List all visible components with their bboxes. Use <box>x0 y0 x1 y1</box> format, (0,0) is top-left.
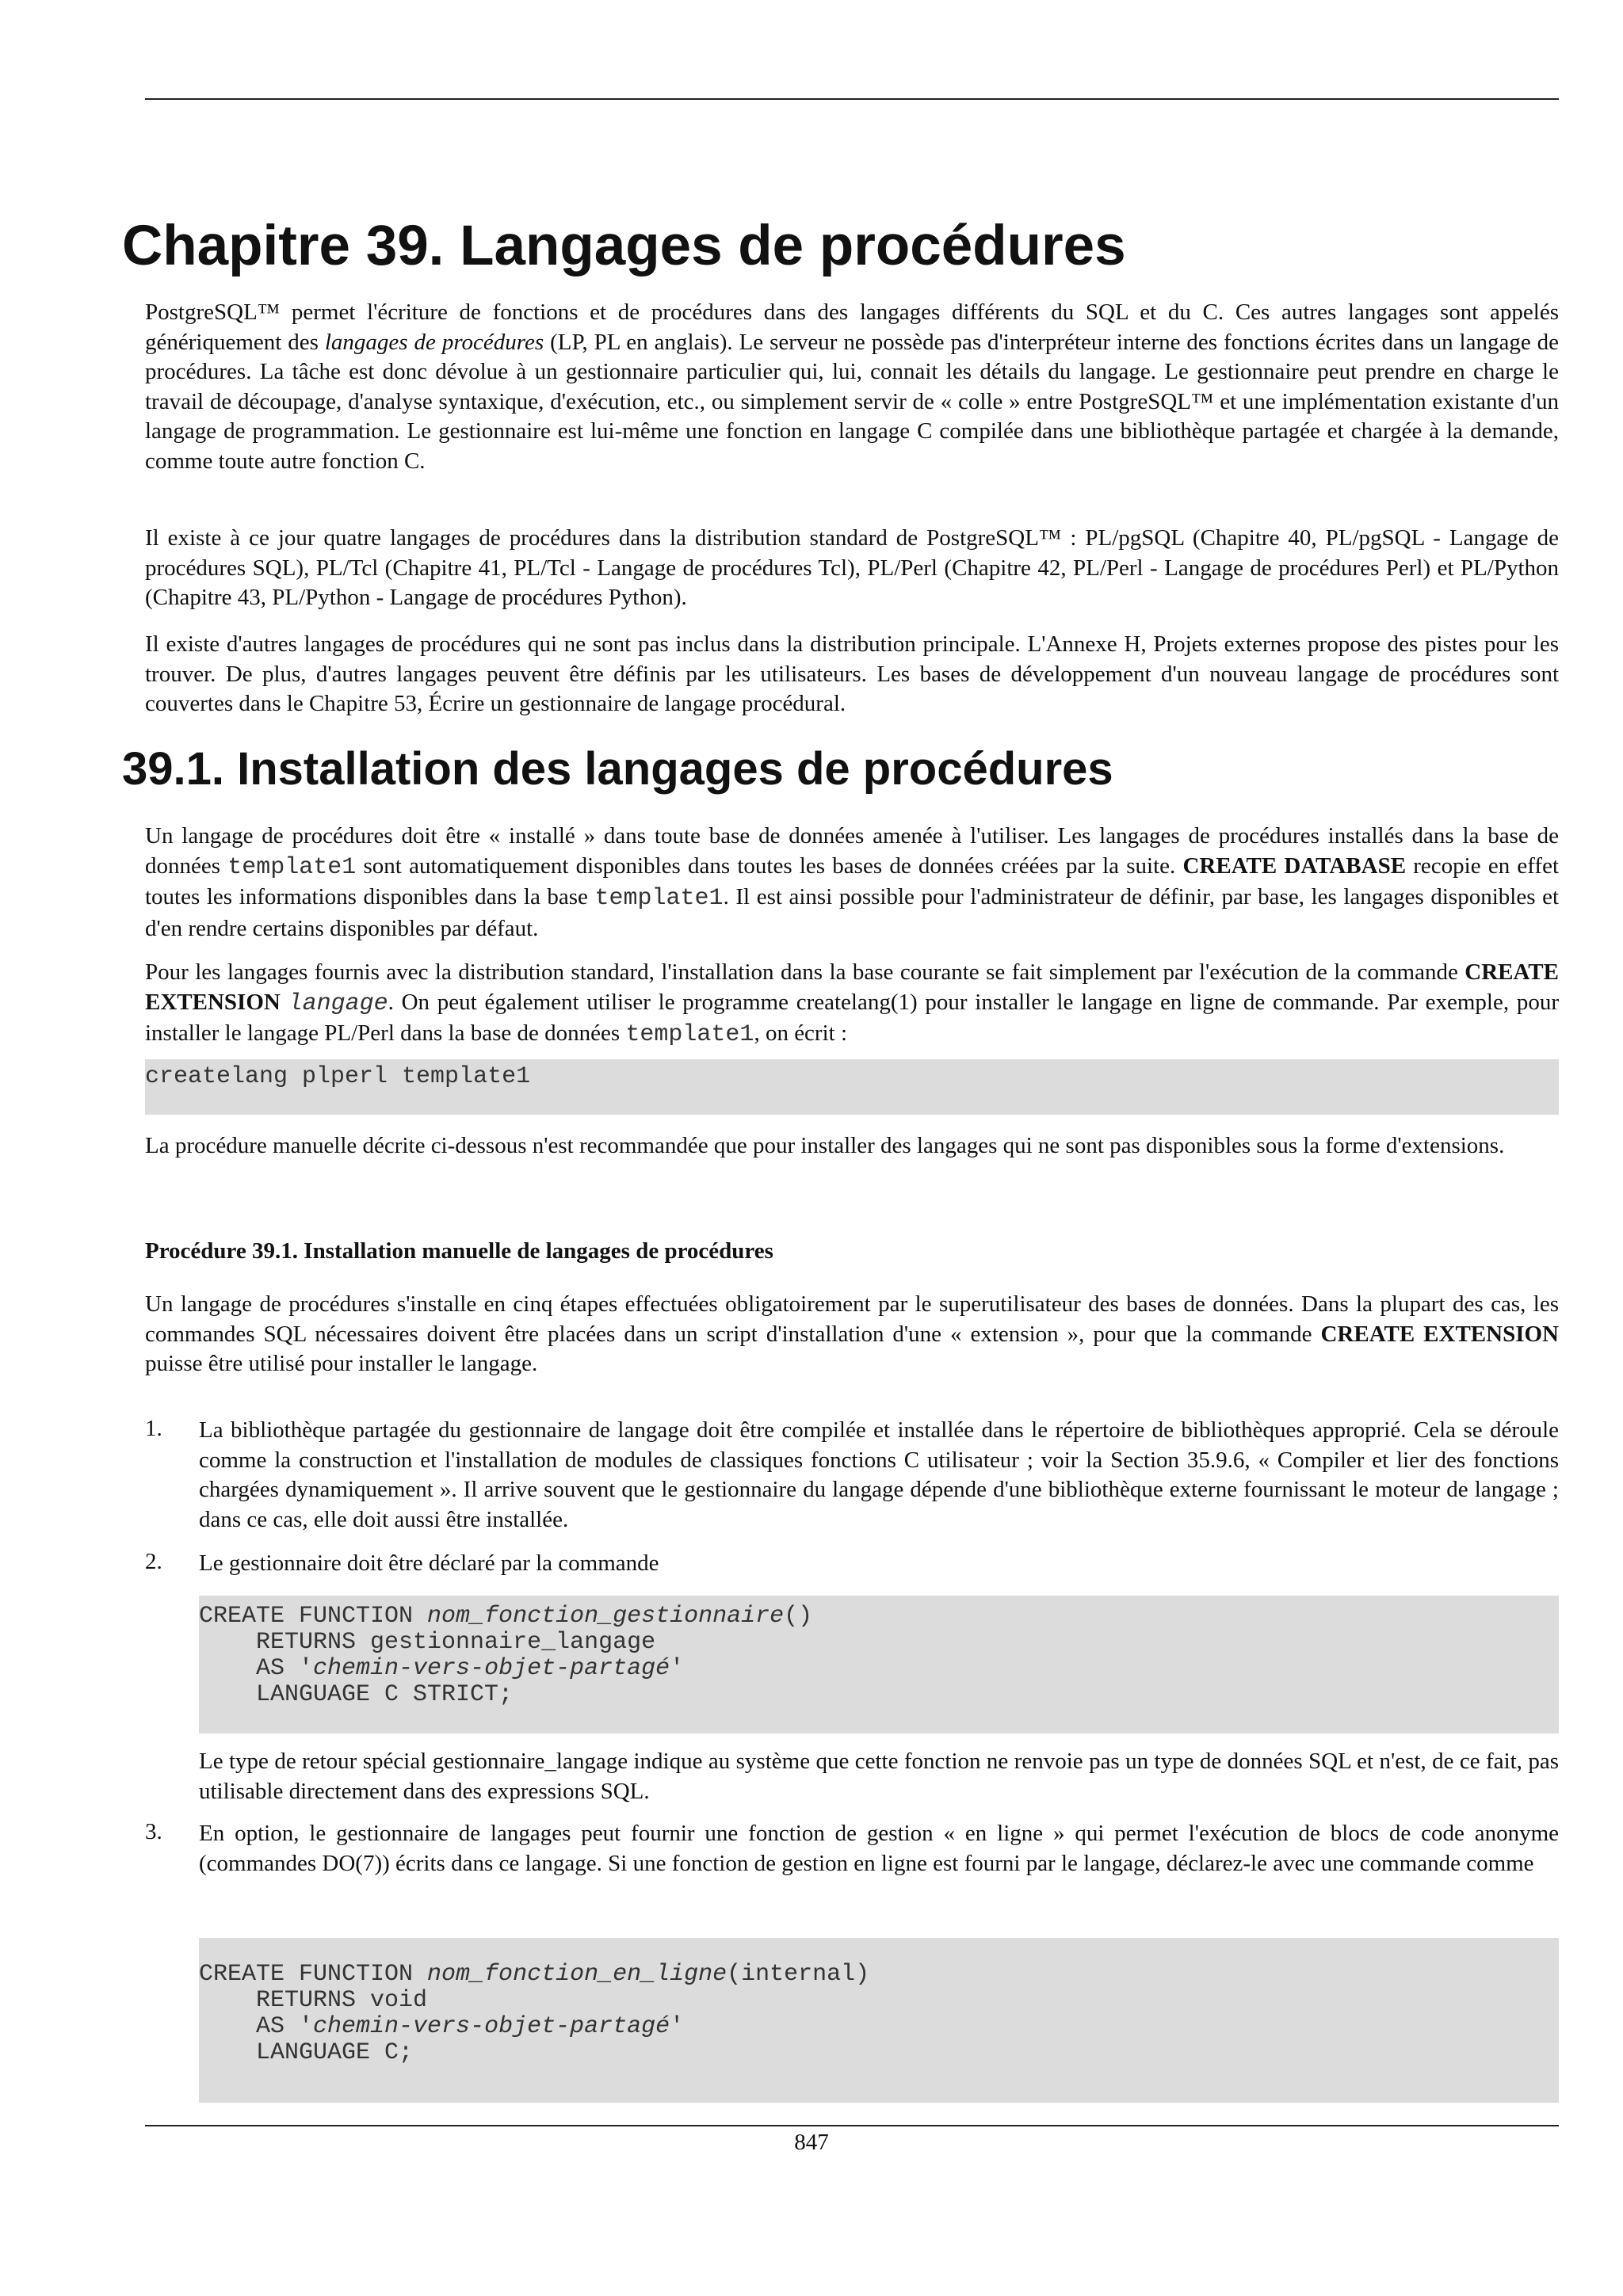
footer-rule <box>145 2125 1559 2126</box>
step-text-3: En option, le gestionnaire de langages peut fournir une fonction de gestion « en ligne » qui permet l'exécution de blocs de code anonyme (commandes DO(7)) écrits dans ce langage. Si une fonction de gestion en ligne est fourni par le langage, déclarez-le avec une commande comme <box>199 1821 1559 1876</box>
header-rule <box>145 98 1559 100</box>
step-number-1: 1. <box>145 1416 162 1441</box>
section-paragraph-1: Un langage de procédures doit être « installé » dans toute base de données amenée à l'utiliser. Les langages de procédures installés dans la base de données template1 sont automatiquement disponibles dans toutes les bases de données créées par la suite. CREATE DATABASE recopie en effet toutes les informations disponibles dans la base template1. Il est ainsi possible pour l'administrateur de définir, par base, les langages disponibles et d'en rendre certains disponibles par défaut. <box>145 823 1560 941</box>
intro-paragraph-2: Il existe à ce jour quatre langages de procédures dans la distribution standard de PostgreSQL™ : PL/pgSQL (Chapitre 40, PL/pgSQL - Langage de procédures SQL), PL/Tcl (Chapitre 41, PL/Tcl - Langage de procédures Tcl), PL/Perl (Chapitre 42, PL/Perl - Langage de procédures Perl) et PL/Python (Chapitre 43, PL/Python - Langage de procédures Python). <box>145 525 1559 610</box>
intro-paragraph-1: PostgreSQL™ permet l'écriture de fonctions et de procédures dans des langages différents du SQL et du C. Ces autres langages sont appelés génériquement des langages de procédures (LP, PL en anglais). Le serveur ne possède pas d'interpréteur interne des fonctions écrites dans un langage de procédures. La tâche est donc dévolue à un gestionnaire particulier qui, lui, connait les détails du langage. Le gestionnaire peut prendre en charge le travail de découpage, d'analyse syntaxique, d'exécution, etc., ou simplement servir de « colle » entre PostgreSQL™ et une implémentation existante d'un langage de programmation. Le gestionnaire est lui-même une fonction en langage C compilée dans une bibliothèque partagée et chargée à la demande, comme toute autre fonction C. <box>145 299 1560 474</box>
code-block-createlang: createlang plperl template1 <box>145 1059 1559 1115</box>
procedure-title: Procédure 39.1. Installation manuelle de langages de procédures <box>145 1238 773 1264</box>
step-text-1: La bibliothèque partagée du gestionnaire de langage doit être compilée et installée dans le répertoire de bibliothèques approprié. Cela se déroule comme la construction et l'installation de modules de classiques fonctions C utilisateur ; voir la Section 35.9.6, « Compiler et lier des fonctions chargées dynamiquement ». Il arrive souvent que le gestionnaire du langage dépende d'une bibliothèque externe fournissant le moteur de langage ; dans ce cas, elle doit aussi être installée. <box>199 1417 1559 1532</box>
step-number-3: 3. <box>145 1819 162 1844</box>
code-block-handler-function: CREATE FUNCTION nom_fonction_gestionnaire() RETURNS gestionnaire_langage AS 'chemin-vers-objet-partagé' LANGUAGE C STRICT; <box>199 1596 1559 1733</box>
section-title: 39.1. Installation des langages de procédures <box>122 743 1113 795</box>
intro-paragraph-3: Il existe d'autres langages de procédures qui ne sont pas inclus dans la distribution principale. L'Annexe H, Projets externes propose des pistes pour les trouver. De plus, d'autres langages peuvent être définis par les utilisateurs. Les bases de développement d'un nouveau langage de procédures sont couvertes dans le Chapitre 53, Écrire un gestionnaire de langage procédural. <box>145 631 1559 716</box>
section-paragraph-2: Pour les langages fournis avec la distribution standard, l'installation dans la base courante se fait simplement par l'exécution de la commande CREATE EXTENSION langage. On peut également utiliser le programme createlang(1) pour installer le langage en ligne de commande. Par exemple, pour installer le langage PL/Perl dans la base de données template1, on écrit : <box>145 959 1560 1048</box>
chapter-title: Chapitre 39. Langages de procédures <box>122 215 1126 277</box>
code-block-inline-handler: CREATE FUNCTION nom_fonction_en_ligne(internal) RETURNS void AS 'chemin-vers-objet-partagé' LANGUAGE C; <box>199 1938 1559 2103</box>
step-text-2: Le gestionnaire doit être déclaré par la commande <box>199 1550 659 1576</box>
procedure-intro: Un langage de procédures s'installe en cinq étapes effectuées obligatoirement par le superutilisateur des bases de données. Dans la plupart des cas, les commandes SQL nécessaires doivent être placées dans un script d'installation d'une « extension », pour que la commande CREATE EXTENSION puisse être utilisé pour installer le langage. <box>145 1291 1559 1376</box>
step-number-2: 2. <box>145 1549 162 1574</box>
section-paragraph-3: La procédure manuelle décrite ci-dessous n'est recommandée que pour installer des langages qui ne sont pas disponibles sous la forme d'extensions. <box>145 1133 1505 1158</box>
step-2-explanation: Le type de retour spécial gestionnaire_langage indique au système que cette fonction ne renvoie pas un type de données SQL et n'est, de ce fait, pas utilisable directement dans des expressions SQL. <box>199 1749 1559 1804</box>
page-number: 847 <box>794 2130 829 2155</box>
